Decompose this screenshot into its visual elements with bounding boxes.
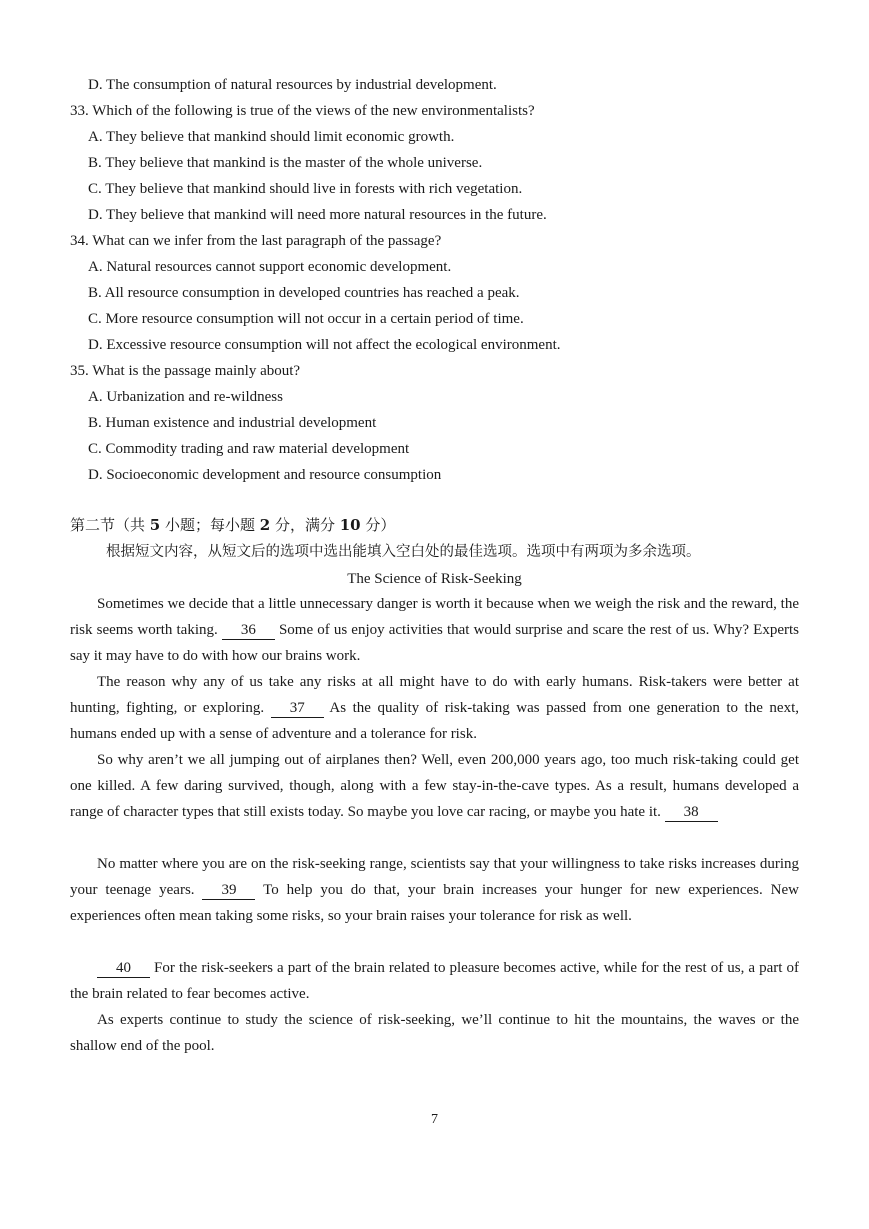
passage-paragraph-6: As experts continue to study the science of risk-seeking, we’ll continue to hit the mountains, the waves or the shallow end of the pool.	[70, 1012, 799, 1054]
passage-paragraph-4: No matter where you are on the risk-seeking range, scientists say that your willingness to take risks increases during your teenage years. 39 To help you do that, your brain increases your hunger for new experiences. New experiences often mean taking some risks, so your brain raises your tolerance for risk as well.	[70, 856, 799, 924]
option-33-b: B. They believe that mankind is the master of the whole universe.	[88, 155, 483, 171]
section-heading: 第二节（共 5 小题；每小题 2 分，满分 10 分）	[70, 516, 396, 534]
option-35-d: D. Socioeconomic development and resource consumption	[88, 467, 442, 483]
passage-paragraph-5: 40 For the risk-seekers a part of the brain related to pleasure becomes active, while for the rest of us, a part of the brain related to fear becomes active.	[70, 960, 799, 1002]
passage-paragraph-2: The reason why any of us take any risks at all might have to do with early humans. Risk-takers were better at hunting, fighting, or exploring. 37 As the quality of risk-taking was passed from one generation to the next, humans ended up with a sense of adventure and a tolerance for risk.	[70, 674, 799, 742]
option-33-d: D. They believe that mankind will need more natural resources in the future.	[88, 207, 547, 223]
option-33-a: A. They believe that mankind should limit economic growth.	[88, 129, 455, 145]
passage-paragraph-3: So why aren’t we all jumping out of airplanes then? Well, even 200,000 years ago, too much risk-taking could get one killed. A few daring survived, though, along with a few stay-in-the-cave types. As a result, humans developed a range of character types that still exists today. So maybe you love car racing, or maybe you hate it. 38	[70, 752, 799, 820]
blank-40: 40	[97, 960, 150, 978]
blank-39: 39	[202, 882, 255, 900]
question-35-stem: 35. What is the passage mainly about?	[70, 363, 301, 379]
blank-37: 37	[271, 700, 324, 718]
option-34-a: A. Natural resources cannot support economic development.	[88, 259, 452, 275]
section-instruction: 根据短文内容，从短文后的选项中选出能填入空白处的最佳选项。选项中有两项为多余选项。	[106, 544, 701, 560]
option-33-c: C. They believe that mankind should live in forests with rich vegetation.	[88, 181, 523, 197]
option-35-a: A. Urbanization and re-wildness	[88, 389, 283, 405]
page-number: 7	[431, 1112, 438, 1127]
option-35-c: C. Commodity trading and raw material development	[88, 441, 410, 457]
question-34-stem: 34. What can we infer from the last paragraph of the passage?	[70, 233, 442, 249]
option-34-b: B. All resource consumption in developed countries has reached a peak.	[88, 285, 520, 301]
option-34-c: C. More resource consumption will not occur in a certain period of time.	[88, 311, 524, 327]
blank-36: 36	[222, 622, 275, 640]
option-35-b: B. Human existence and industrial development	[88, 415, 377, 431]
passage-title: The Science of Risk-Seeking	[347, 571, 522, 587]
option-34-d: D. Excessive resource consumption will not affect the ecological environment.	[88, 337, 561, 353]
option-32-d: D. The consumption of natural resources by industrial development.	[88, 77, 497, 93]
blank-38: 38	[665, 804, 718, 822]
question-33-stem: 33. Which of the following is true of the views of the new environmentalists?	[70, 103, 535, 119]
passage-paragraph-1: Sometimes we decide that a little unnecessary danger is worth it because when we weigh the risk and the reward, the risk seems worth taking. 36 Some of us enjoy activities that would surprise and scare the rest of us. Why? Experts say it may have to do with how our brains work.	[70, 596, 799, 664]
